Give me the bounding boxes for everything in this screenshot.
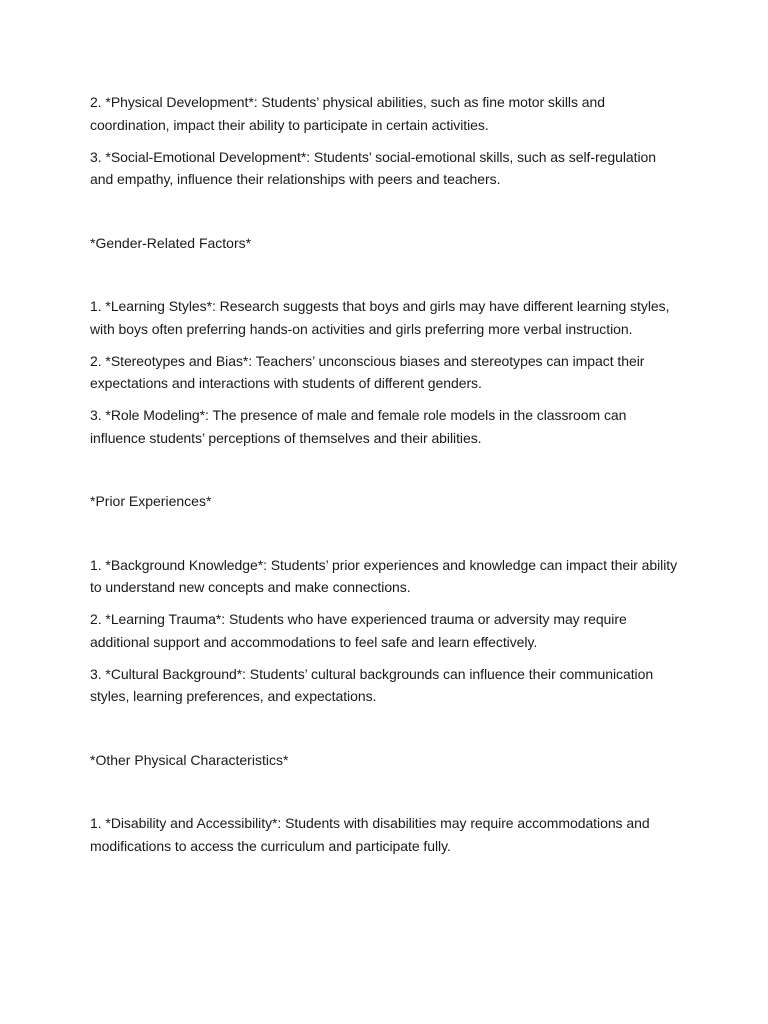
section-prior-experiences [90,490,682,708]
section-list [90,554,682,708]
list-item-physical-development: 2. *Physical Development*: Students’ physical abilities, such as fine motor skills and coordination, impact their ability to participate in certain activities. [90,94,605,133]
list-item-social-emotional-development: 3. *Social-Emotional Development*: Students’ social-emotional skills, such as self-regulation and empathy, influence their relationships with peers and teachers. [90,148,656,187]
section-gender-related-factors [90,232,682,450]
list-item-stereotypes-and-bias: 2. *Stereotypes and Bias*: Teachers’ unconscious biases and stereotypes can impact their expectations and interactions with students of different genders. [90,352,645,391]
section-list [90,812,682,857]
section-other-physical-characteristics [90,749,682,858]
section-development [90,91,682,191]
list-item-learning-trauma: 2. *Learning Trauma*: Students who have experienced trauma or adversity may require additional support and accommodations to feel safe and learn effectively. [90,611,627,650]
list-item-cultural-background: 3. *Cultural Background*: Students’ cultural backgrounds can influence their communication styles, learning preferences, and expectations. [90,665,654,704]
list-item-background-knowledge: 1. *Background Knowledge*: Students’ prior experiences and knowledge can impact their ability to understand new concepts and make connections. [90,556,678,595]
list-item-disability-and-accessibility: 1. *Disability and Accessibility*: Students with disabilities may require accommodations and modifications to access the curriculum and participate fully. [90,815,650,854]
section-heading-gender-related-factors: *Gender-Related Factors* [90,234,252,251]
section-heading-prior-experiences: *Prior Experiences* [90,493,212,509]
list-item-learning-styles: 1. *Learning Styles*: Research suggests that boys and girls may have different learning styles, with boys often preferring hands-on activities and girls preferring more verbal instruction. [90,298,670,337]
section-heading-other-physical-characteristics: *Other Physical Characteristics* [90,751,289,768]
document-body [90,91,682,857]
section-list [90,295,682,449]
list-item-role-modeling: 3. *Role Modeling*: The presence of male and female role models in the classroom can influence students’ perceptions of themselves and their abilities. [90,407,627,446]
